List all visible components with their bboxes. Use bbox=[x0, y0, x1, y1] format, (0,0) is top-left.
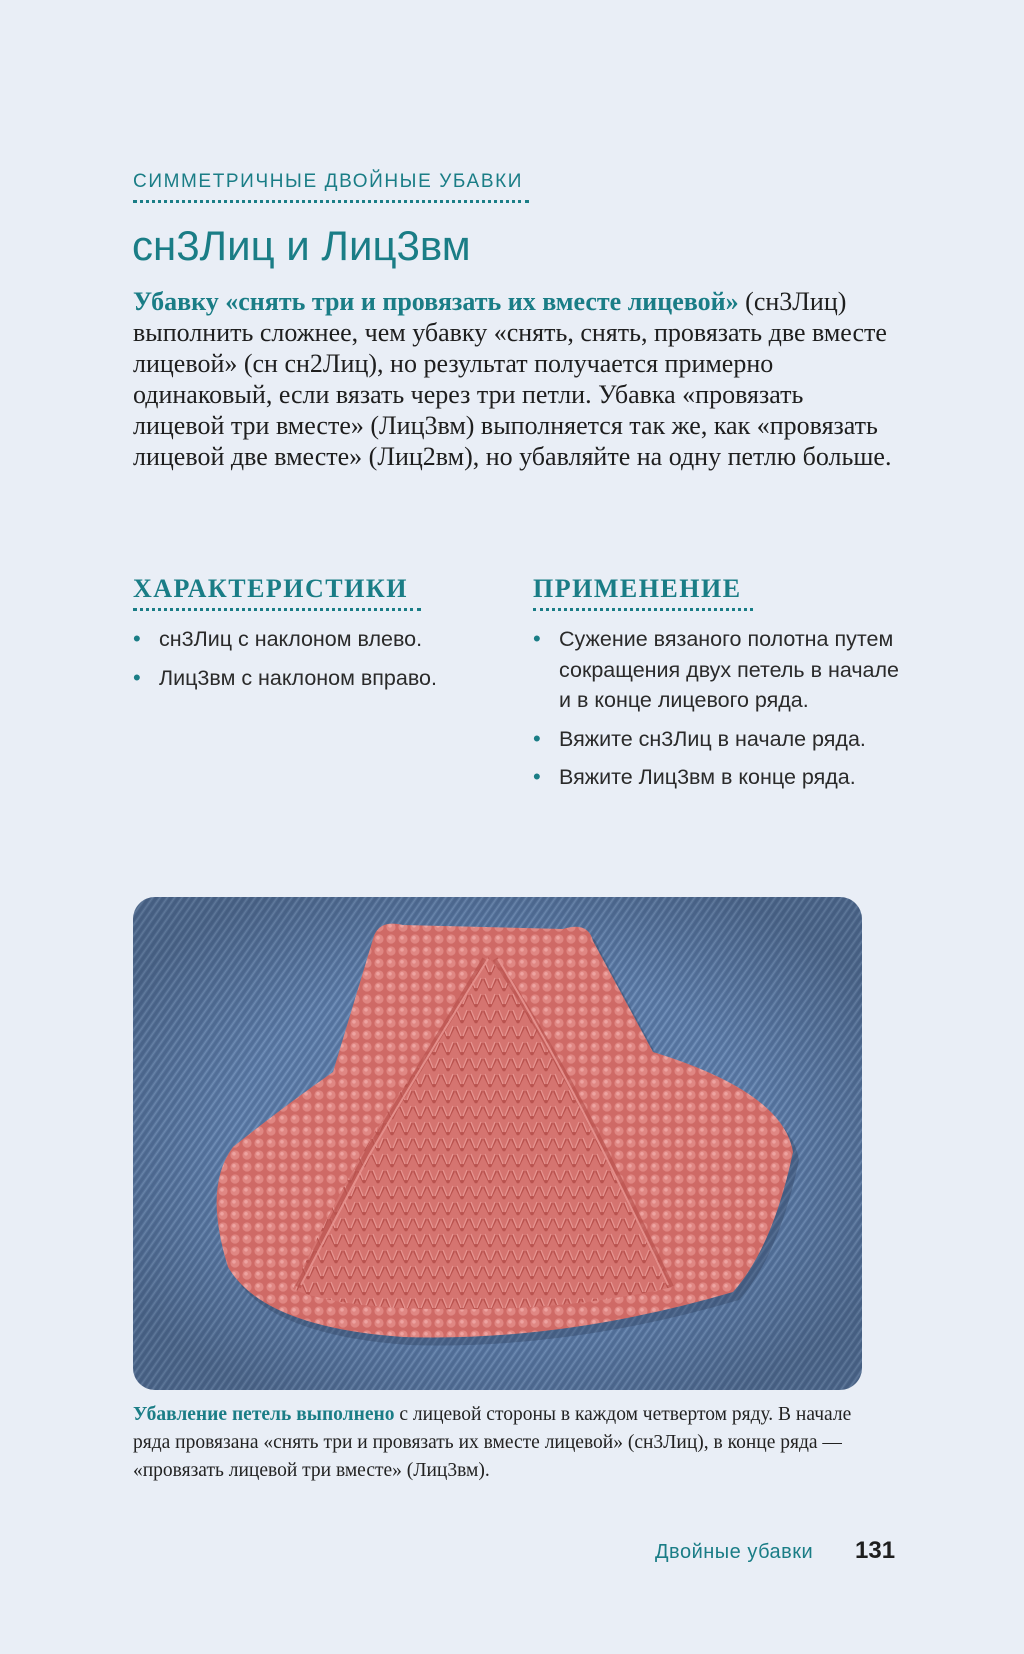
application-underline bbox=[533, 608, 753, 611]
intro-body: (сн3Лиц) выполнить сложнее, чем убавку «снять, снять, провязать две вместе лицевой» (сн сн2Лиц), но результат получается примерно одинаковый, если вязать через три петли. Убавка «провязать лицевой три вместе» (Лиц3вм) выполняется так же, как «провязать лицевой две вместе» (Лиц2вм), но убавляйте на одну петлю больше. bbox=[133, 287, 892, 471]
section-label: СИММЕТРИЧНЫЕ ДВОЙНЫЕ УБАВКИ bbox=[133, 171, 524, 192]
application-text: Вяжите сн3Лиц в начале ряда. bbox=[559, 726, 866, 751]
list-item bbox=[533, 624, 903, 716]
application-heading: ПРИМЕНЕНИЕ bbox=[533, 574, 742, 603]
bullet-icon: • bbox=[533, 764, 541, 789]
bullet-icon: • bbox=[533, 626, 541, 651]
section-label-underline bbox=[133, 200, 529, 203]
intro-paragraph bbox=[133, 286, 893, 472]
page-number: 131 bbox=[855, 1537, 896, 1564]
intro-lead: Убавку «снять три и провязать их вместе лицевой» bbox=[133, 287, 739, 316]
characteristic-text: Лиц3вм с наклоном вправо. bbox=[159, 665, 437, 690]
footer-chapter-label: Двойные убавки bbox=[655, 1541, 814, 1563]
characteristic-text: сн3Лиц с наклоном влево. bbox=[159, 627, 423, 651]
list-item bbox=[533, 762, 903, 793]
caption-body: с лицевой стороны в каждом четвертом ряду. В начале ряда провязана «снять три и провязать их вместе лицевой» (сн3Лиц), в конце ряда — «провязать лицевой три вместе» (Лиц3вм). bbox=[133, 1404, 852, 1481]
application-text: Вяжите Лиц3вм в конце ряда. bbox=[559, 765, 856, 789]
characteristics-list bbox=[133, 624, 513, 701]
application-text: Сужение вязаного полотна путем сокращения двух петель в начале и в конце лицевого ряда. bbox=[559, 627, 900, 712]
characteristics-heading: ХАРАКТЕРИСТИКИ bbox=[133, 574, 408, 603]
bullet-icon: • bbox=[533, 725, 541, 751]
knit-swatch-illustration bbox=[133, 897, 862, 1390]
characteristics-underline bbox=[133, 608, 421, 611]
photo-caption bbox=[133, 1401, 873, 1485]
list-item bbox=[133, 624, 513, 655]
caption-lead: Убавление петель выполнено bbox=[133, 1404, 395, 1425]
bullet-icon: • bbox=[133, 626, 141, 651]
list-item bbox=[533, 724, 903, 755]
swatch-photo bbox=[133, 897, 862, 1390]
page-title: сн3Лиц и Лиц3вм bbox=[132, 222, 471, 269]
application-list bbox=[533, 624, 903, 801]
list-item bbox=[133, 663, 513, 694]
bullet-icon: • bbox=[133, 664, 141, 690]
